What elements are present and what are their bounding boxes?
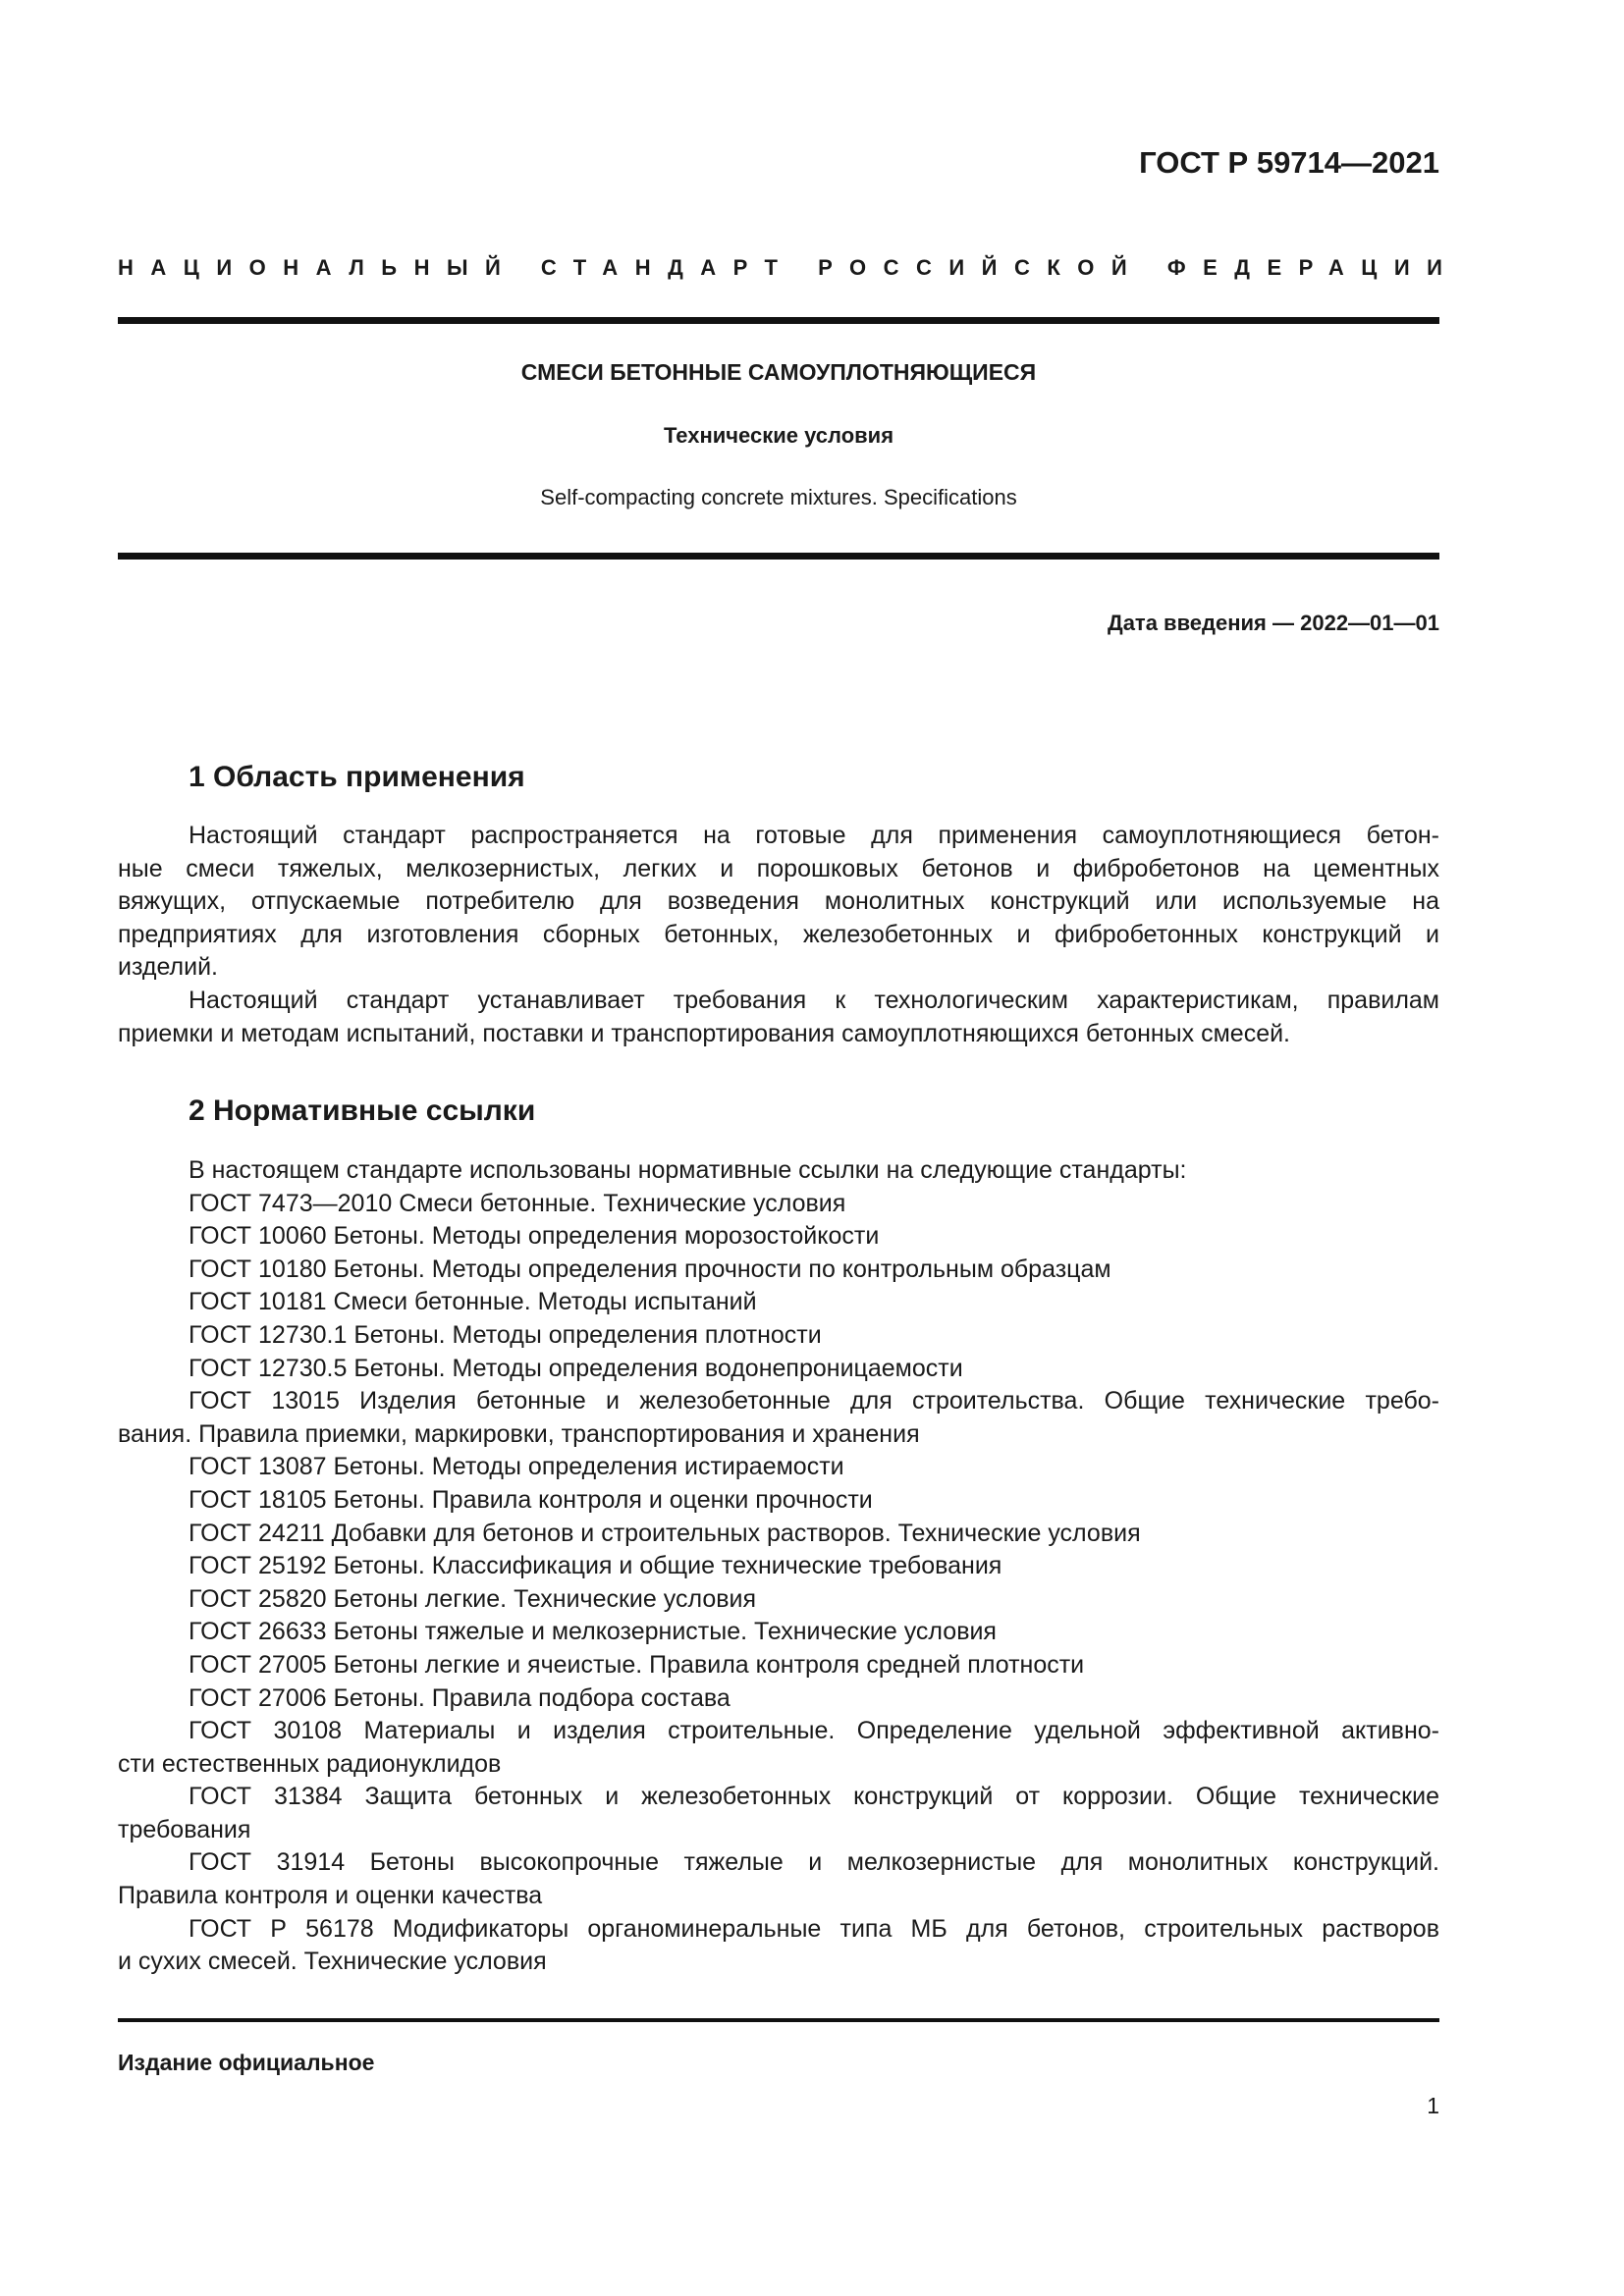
- national-standard-banner: НАЦИОНАЛЬНЫЙ СТАНДАРТ РОССИЙСКОЙ ФЕДЕРАЦИИ: [118, 255, 1460, 280]
- introduction-date: Дата введения — 2022—01—01: [1108, 611, 1439, 635]
- text-line: ГОСТ 27006 Бетоны. Правила подбора состава: [189, 1683, 731, 1712]
- text-line: ГОСТ 12730.5 Бетоны. Методы определения водонепроницаемости: [189, 1354, 963, 1382]
- text-line: ные смеси тяжелых, мелкозернистых, легких и порошковых бетонов и фибробетонов на цементных: [118, 854, 1439, 882]
- document-subtitle: Технические условия: [663, 423, 894, 448]
- text-line: и сухих смесей. Технические условия: [118, 1948, 547, 1976]
- divider-footer: [118, 2018, 1439, 2022]
- section-1-body: [118, 820, 1439, 1050]
- text-line: ГОСТ 24211 Добавки для бетонов и строительных растворов. Технические условия: [189, 1519, 1141, 1547]
- text-line: вяжущих, отпускаемые потребителю для возведения монолитных конструкций или используемые на: [118, 887, 1439, 916]
- standard-code: ГОСТ Р 59714—2021: [1139, 145, 1439, 180]
- text-line: ГОСТ 25820 Бетоны легкие. Технические условия: [189, 1584, 757, 1613]
- text-line: ГОСТ 10181 Смеси бетонные. Методы испытаний: [189, 1288, 757, 1316]
- text-line: Настоящий стандарт распространяется на готовые для применения самоуплотняющиеся бетон-: [189, 822, 1439, 849]
- text-line: приемки и методам испытаний, поставки и транспортирования самоуплотняющихся бетонных смесей.: [118, 1019, 1291, 1047]
- divider-top: [118, 317, 1439, 324]
- text-line: Правила контроля и оценки качества: [118, 1882, 543, 1910]
- text-line: ГОСТ 26633 Бетоны тяжелые и мелкозернистые. Технические условия: [189, 1618, 997, 1646]
- section-2-references: [118, 1154, 1439, 1979]
- text-line: ГОСТ 13087 Бетоны. Методы определения истираемости: [189, 1453, 844, 1481]
- text-line: изделий.: [118, 953, 219, 982]
- text-line: требования: [118, 1815, 251, 1843]
- text-line: ГОСТ 12730.1 Бетоны. Методы определения плотности: [189, 1320, 822, 1349]
- official-edition-label: Издание официальное: [118, 2050, 375, 2075]
- section-2-heading: 2 Нормативные ссылки: [189, 1095, 536, 1127]
- page-number: 1: [1427, 2093, 1439, 2118]
- text-line: ГОСТ 18105 Бетоны. Правила контроля и оценки прочности: [189, 1485, 873, 1514]
- text-line: ГОСТ 10060 Бетоны. Методы определения морозостойкости: [189, 1222, 880, 1251]
- text-line: вания. Правила приемки, маркировки, транспортирования и хранения: [118, 1419, 920, 1448]
- text-line: сти естественных радионуклидов: [118, 1749, 502, 1778]
- text-line: ГОСТ 27005 Бетоны легкие и ячеистые. Правила контроля средней плотности: [189, 1650, 1085, 1679]
- text-line: предприятиях для изготовления сборных бетонных, железобетонных и фибробетонных конструкций и: [118, 920, 1439, 948]
- text-line: ГОСТ Р 56178 Модификаторы органоминеральные типа МБ для бетонов, строительных растворов: [189, 1914, 1439, 1943]
- document-title: СМЕСИ БЕТОННЫЕ САМОУПЛОТНЯЮЩИЕСЯ: [520, 359, 1037, 385]
- text-line: ГОСТ 10180 Бетоны. Методы определения прочности по контрольным образцам: [189, 1255, 1111, 1283]
- text-line: ГОСТ 25192 Бетоны. Классификация и общие технические требования: [189, 1552, 1002, 1580]
- text-line: ГОСТ 31384 Защита бетонных и железобетонных конструкций от коррозии. Общие технические: [189, 1783, 1439, 1811]
- section-1-heading: 1 Область применения: [189, 761, 525, 793]
- text-line: ГОСТ 31914 Бетоны высокопрочные тяжелые и мелкозернистые для монолитных конструкций.: [189, 1848, 1439, 1877]
- text-line: ГОСТ 30108 Материалы и изделия строительные. Определение удельной эффективной активно-: [189, 1717, 1439, 1745]
- text-line: ГОСТ 7473—2010 Смеси бетонные. Технические условия: [189, 1189, 846, 1217]
- divider-title: [118, 553, 1439, 560]
- text-line: ГОСТ 13015 Изделия бетонные и железобетонные для строительства. Общие технические требо-: [189, 1387, 1439, 1415]
- document-title-english: Self-compacting concrete mixtures. Specifications: [540, 485, 1017, 509]
- text-line: Настоящий стандарт устанавливает требования к технологическим характеристикам, правилам: [189, 986, 1439, 1014]
- text-line: В настоящем стандарте использованы нормативные ссылки на следующие стандарты:: [189, 1156, 1187, 1184]
